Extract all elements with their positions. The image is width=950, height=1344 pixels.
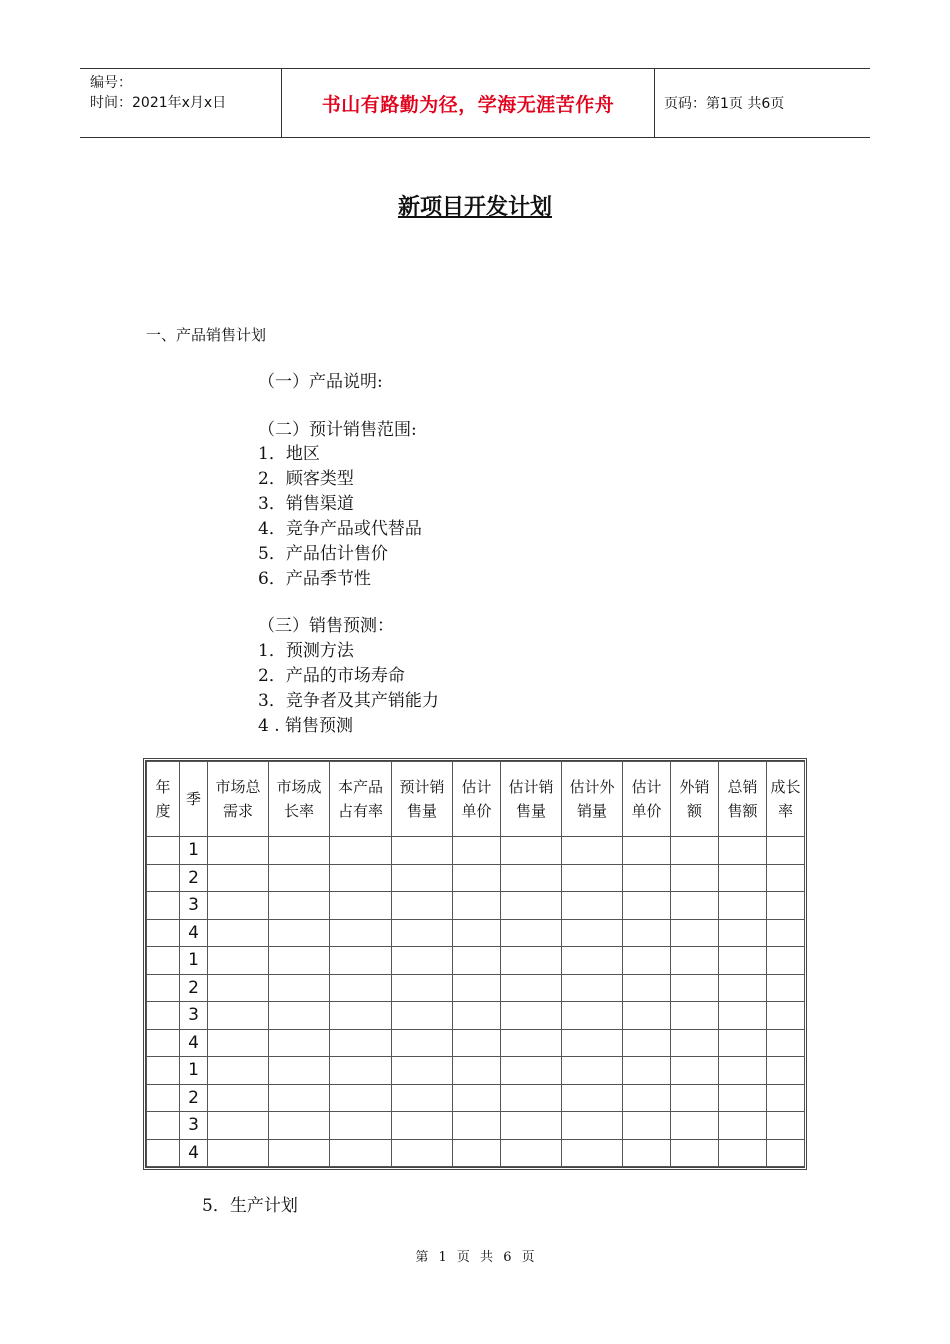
table-cell bbox=[501, 1112, 562, 1140]
season-cell: 4 bbox=[180, 919, 208, 947]
subsection-heading: （三）销售预测： bbox=[258, 616, 394, 636]
table-cell bbox=[330, 1139, 392, 1167]
table-cell bbox=[147, 1057, 180, 1085]
table-cell bbox=[269, 1029, 330, 1057]
table-cell bbox=[208, 1057, 269, 1085]
table-cell bbox=[767, 892, 805, 920]
table-cell bbox=[147, 1139, 180, 1167]
section-heading: 5．生产计划 bbox=[202, 1196, 298, 1216]
column-header bbox=[208, 762, 269, 837]
table-row bbox=[147, 947, 805, 975]
column-header bbox=[453, 762, 501, 837]
table-cell bbox=[767, 947, 805, 975]
header-divider bbox=[654, 69, 655, 137]
table-cell bbox=[719, 974, 767, 1002]
table-cell bbox=[453, 974, 501, 1002]
table-row bbox=[147, 1029, 805, 1057]
table-cell bbox=[453, 947, 501, 975]
table-cell bbox=[208, 1112, 269, 1140]
table-cell bbox=[330, 919, 392, 947]
table-cell bbox=[392, 1057, 453, 1085]
table-cell bbox=[562, 837, 623, 865]
table-cell bbox=[562, 1029, 623, 1057]
table-cell bbox=[269, 1139, 330, 1167]
table-cell bbox=[671, 864, 719, 892]
table-cell bbox=[147, 1029, 180, 1057]
table-cell bbox=[671, 837, 719, 865]
season-cell: 1 bbox=[180, 947, 208, 975]
table-cell bbox=[562, 974, 623, 1002]
table-cell bbox=[208, 919, 269, 947]
table-cell bbox=[671, 1112, 719, 1140]
list-item: 4 . 销售预测 bbox=[258, 716, 354, 736]
table-cell bbox=[671, 947, 719, 975]
table-cell bbox=[719, 947, 767, 975]
column-header bbox=[767, 762, 805, 837]
season-cell: 2 bbox=[180, 864, 208, 892]
column-header bbox=[147, 762, 180, 837]
table-cell bbox=[562, 1084, 623, 1112]
table-cell bbox=[767, 864, 805, 892]
table-cell bbox=[767, 919, 805, 947]
column-header-line: 售量 bbox=[406, 802, 437, 820]
table-cell bbox=[147, 837, 180, 865]
table-row bbox=[147, 1084, 805, 1112]
table-cell bbox=[767, 1002, 805, 1030]
column-header-line: 估计销 bbox=[508, 778, 554, 796]
header-page-label: 页码：第1页 共6页 bbox=[664, 96, 785, 112]
table-row bbox=[147, 892, 805, 920]
table-cell bbox=[671, 1002, 719, 1030]
table-cell bbox=[719, 837, 767, 865]
table-cell bbox=[719, 919, 767, 947]
table-cell bbox=[562, 919, 623, 947]
table-cell bbox=[767, 1084, 805, 1112]
table-cell bbox=[392, 892, 453, 920]
table-cell bbox=[453, 837, 501, 865]
table-row bbox=[147, 919, 805, 947]
table-cell bbox=[453, 1057, 501, 1085]
table-cell bbox=[623, 1057, 671, 1085]
season-cell: 3 bbox=[180, 1002, 208, 1030]
table-cell bbox=[719, 1029, 767, 1057]
column-header bbox=[562, 762, 623, 837]
column-header bbox=[671, 762, 719, 837]
table-cell bbox=[501, 919, 562, 947]
table-cell bbox=[208, 864, 269, 892]
table-cell bbox=[330, 947, 392, 975]
table-cell bbox=[269, 892, 330, 920]
table-row bbox=[147, 837, 805, 865]
page-footer: 第 1 页 共 6 页 bbox=[415, 1250, 535, 1265]
document-header bbox=[80, 68, 870, 138]
table-cell bbox=[562, 892, 623, 920]
column-header-line: 估计 bbox=[461, 778, 492, 796]
table-cell bbox=[501, 864, 562, 892]
column-header-line: 售量 bbox=[515, 802, 546, 820]
table-cell bbox=[269, 864, 330, 892]
table-cell bbox=[330, 1002, 392, 1030]
table-cell bbox=[269, 1084, 330, 1112]
column-header-line: 总销 bbox=[727, 778, 758, 796]
column-header-line: 外销 bbox=[679, 778, 710, 796]
table-cell bbox=[147, 1002, 180, 1030]
table-cell bbox=[719, 1057, 767, 1085]
table-cell bbox=[269, 1002, 330, 1030]
season-cell: 4 bbox=[180, 1029, 208, 1057]
column-header-line: 额 bbox=[686, 802, 702, 820]
list-item: 1．预测方法 bbox=[258, 641, 354, 661]
table-row bbox=[147, 974, 805, 1002]
list-item: 1．地区 bbox=[258, 444, 320, 464]
table-cell bbox=[501, 1139, 562, 1167]
table-cell bbox=[208, 1139, 269, 1167]
table-cell bbox=[453, 1002, 501, 1030]
table-cell bbox=[208, 892, 269, 920]
table-cell bbox=[392, 1112, 453, 1140]
table-cell bbox=[269, 837, 330, 865]
document-title: 新项目开发计划 bbox=[397, 195, 552, 220]
table-cell bbox=[392, 919, 453, 947]
table-cell bbox=[562, 947, 623, 975]
table-cell bbox=[147, 947, 180, 975]
table-cell bbox=[623, 1139, 671, 1167]
table-cell bbox=[501, 892, 562, 920]
column-header bbox=[719, 762, 767, 837]
table-cell bbox=[392, 837, 453, 865]
list-item: 3．销售渠道 bbox=[258, 494, 354, 514]
column-header-line: 市场成 bbox=[276, 778, 322, 796]
section-heading: 一、产品销售计划 bbox=[146, 326, 267, 344]
table-cell bbox=[147, 974, 180, 1002]
sales-forecast-grid bbox=[146, 761, 805, 1167]
table-cell bbox=[501, 974, 562, 1002]
table-cell bbox=[562, 1057, 623, 1085]
table-cell bbox=[147, 1112, 180, 1140]
table-cell bbox=[623, 947, 671, 975]
column-header-line: 销量 bbox=[576, 802, 607, 820]
table-cell bbox=[330, 1112, 392, 1140]
table-cell bbox=[623, 919, 671, 947]
table-cell bbox=[392, 947, 453, 975]
table-cell bbox=[719, 1084, 767, 1112]
season-cell: 1 bbox=[180, 1057, 208, 1085]
table-cell bbox=[671, 892, 719, 920]
table-cell bbox=[623, 974, 671, 1002]
table-cell bbox=[208, 947, 269, 975]
table-cell bbox=[623, 1112, 671, 1140]
table-cell bbox=[330, 1084, 392, 1112]
table-cell bbox=[562, 864, 623, 892]
table-cell bbox=[453, 1029, 501, 1057]
column-header bbox=[269, 762, 330, 837]
number-label: 编号： bbox=[90, 75, 132, 91]
table-cell bbox=[208, 974, 269, 1002]
header-left bbox=[90, 73, 226, 113]
time-label: 时间：2021年x月x日 bbox=[90, 95, 227, 111]
table-cell bbox=[501, 837, 562, 865]
table-cell bbox=[330, 837, 392, 865]
column-header-line: 预计销 bbox=[399, 778, 445, 796]
table-row bbox=[147, 1112, 805, 1140]
table-cell bbox=[767, 837, 805, 865]
table-cell bbox=[501, 947, 562, 975]
list-item: 2．产品的市场寿命 bbox=[258, 666, 405, 686]
table-cell bbox=[501, 1002, 562, 1030]
table-row bbox=[147, 1057, 805, 1085]
table-cell bbox=[208, 1084, 269, 1112]
table-cell bbox=[392, 1029, 453, 1057]
table-cell bbox=[562, 1112, 623, 1140]
table-cell bbox=[147, 892, 180, 920]
table-cell bbox=[501, 1057, 562, 1085]
table-cell bbox=[501, 1029, 562, 1057]
table-cell bbox=[719, 1002, 767, 1030]
table-cell bbox=[269, 919, 330, 947]
list-item: 6．产品季节性 bbox=[258, 569, 371, 589]
table-cell bbox=[767, 1057, 805, 1085]
table-cell bbox=[392, 864, 453, 892]
column-header-line: 长率 bbox=[283, 802, 314, 820]
table-cell bbox=[269, 1112, 330, 1140]
table-cell bbox=[623, 892, 671, 920]
list-item: 5．产品估计售价 bbox=[258, 544, 388, 564]
column-header bbox=[330, 762, 392, 837]
table-cell bbox=[330, 864, 392, 892]
table-cell bbox=[392, 1139, 453, 1167]
column-header-line: 估计 bbox=[631, 778, 662, 796]
list-item: 3．竞争者及其产销能力 bbox=[258, 691, 439, 711]
column-header-line: 需求 bbox=[222, 802, 253, 820]
table-cell bbox=[147, 864, 180, 892]
table-cell bbox=[623, 864, 671, 892]
table-cell bbox=[208, 1029, 269, 1057]
column-header-line: 季 bbox=[185, 790, 201, 808]
subsection-heading: （二）预计销售范围: bbox=[258, 420, 417, 440]
column-header-line: 估计外 bbox=[569, 778, 615, 796]
table-cell bbox=[453, 1112, 501, 1140]
table-cell bbox=[671, 1029, 719, 1057]
column-header-line: 本产品 bbox=[337, 778, 383, 796]
sales-forecast-table bbox=[143, 758, 807, 1170]
table-cell bbox=[671, 919, 719, 947]
column-header-line: 市场总 bbox=[215, 778, 261, 796]
season-cell: 2 bbox=[180, 974, 208, 1002]
table-cell bbox=[719, 1139, 767, 1167]
table-cell bbox=[330, 974, 392, 1002]
column-header-line: 单价 bbox=[461, 802, 492, 820]
table-cell bbox=[453, 1084, 501, 1112]
table-cell bbox=[453, 864, 501, 892]
table-cell bbox=[392, 1002, 453, 1030]
list-item: 2．顾客类型 bbox=[258, 469, 354, 489]
table-cell bbox=[453, 1139, 501, 1167]
table-row bbox=[147, 1139, 805, 1167]
table-cell bbox=[330, 1029, 392, 1057]
table-cell bbox=[208, 1002, 269, 1030]
table-cell bbox=[623, 1002, 671, 1030]
table-cell bbox=[330, 892, 392, 920]
table-cell bbox=[767, 974, 805, 1002]
table-cell bbox=[562, 1002, 623, 1030]
column-header bbox=[180, 762, 208, 837]
column-header-line: 率 bbox=[777, 802, 793, 820]
list-item: 4．竞争产品或代替品 bbox=[258, 519, 422, 539]
table-cell bbox=[623, 1029, 671, 1057]
table-cell bbox=[392, 974, 453, 1002]
table-cell bbox=[501, 1084, 562, 1112]
table-cell bbox=[719, 1112, 767, 1140]
column-header-line: 度 bbox=[155, 802, 171, 820]
column-header-line: 成长 bbox=[770, 778, 801, 796]
table-cell bbox=[623, 1084, 671, 1112]
season-cell: 3 bbox=[180, 1112, 208, 1140]
table-cell bbox=[767, 1029, 805, 1057]
table-cell bbox=[671, 1084, 719, 1112]
season-cell: 2 bbox=[180, 1084, 208, 1112]
table-cell bbox=[562, 1139, 623, 1167]
table-cell bbox=[392, 1084, 453, 1112]
table-cell bbox=[671, 974, 719, 1002]
column-header bbox=[392, 762, 453, 837]
table-cell bbox=[767, 1112, 805, 1140]
table-cell bbox=[623, 837, 671, 865]
column-header-line: 售额 bbox=[727, 802, 758, 820]
table-cell bbox=[208, 837, 269, 865]
table-header-row bbox=[147, 762, 805, 837]
table-cell bbox=[767, 1139, 805, 1167]
table-cell bbox=[269, 947, 330, 975]
table-cell bbox=[719, 892, 767, 920]
season-cell: 1 bbox=[180, 837, 208, 865]
subsection-heading: （一）产品说明: bbox=[258, 372, 383, 392]
season-cell: 4 bbox=[180, 1139, 208, 1167]
table-cell bbox=[147, 1084, 180, 1112]
table-cell bbox=[453, 919, 501, 947]
column-header-line: 单价 bbox=[631, 802, 662, 820]
header-motto: 书山有路勤为径，学海无涯苦作舟 bbox=[321, 93, 615, 116]
column-header bbox=[501, 762, 562, 837]
table-cell bbox=[453, 892, 501, 920]
column-header-line: 年 bbox=[155, 778, 171, 796]
column-header bbox=[623, 762, 671, 837]
table-cell bbox=[147, 919, 180, 947]
table-row bbox=[147, 864, 805, 892]
table-cell bbox=[269, 1057, 330, 1085]
table-cell bbox=[269, 974, 330, 1002]
season-cell: 3 bbox=[180, 892, 208, 920]
table-row bbox=[147, 1002, 805, 1030]
column-header-line: 占有率 bbox=[337, 802, 383, 820]
table-cell bbox=[671, 1057, 719, 1085]
table-cell bbox=[330, 1057, 392, 1085]
table-cell bbox=[671, 1139, 719, 1167]
table-cell bbox=[719, 864, 767, 892]
